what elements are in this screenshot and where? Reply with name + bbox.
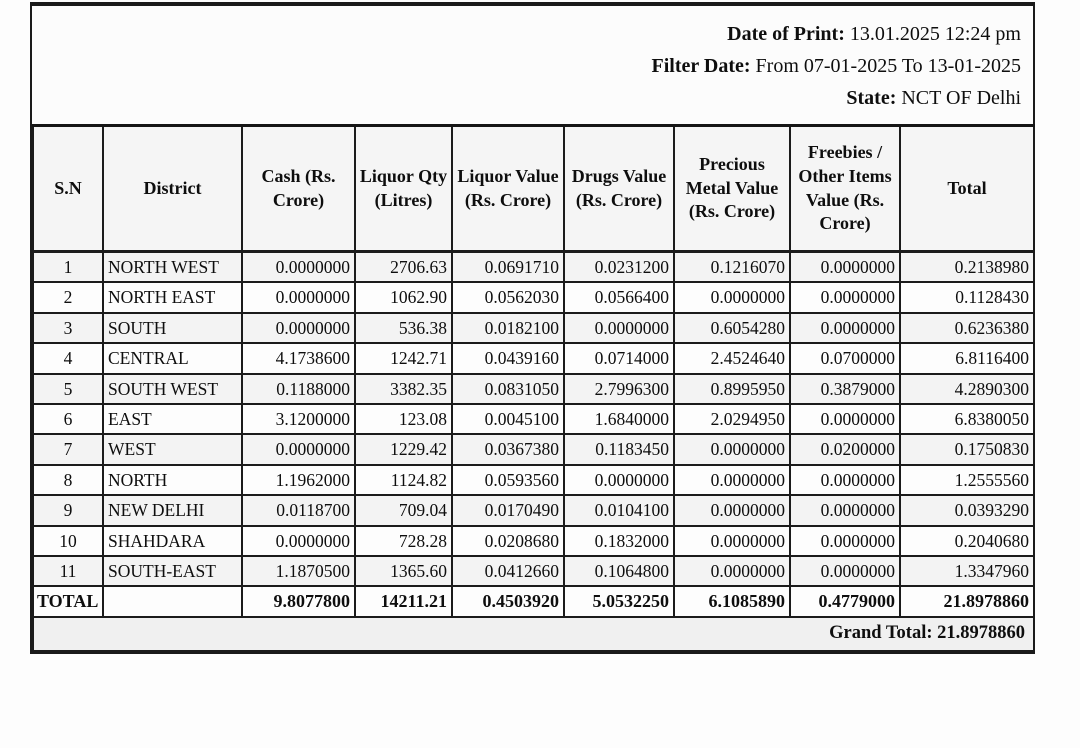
value-cell: 0.0000000 <box>790 252 900 283</box>
column-header: Drugs Value (Rs. Crore) <box>564 126 674 252</box>
serial-cell: 9 <box>33 495 103 525</box>
value-cell: 0.0182100 <box>452 313 564 343</box>
value-cell: 0.0000000 <box>674 526 790 556</box>
grand-total-row <box>33 617 1034 651</box>
value-cell: 0.0200000 <box>790 434 900 464</box>
column-header: Liquor Value (Rs. Crore) <box>452 126 564 252</box>
column-header: Precious Metal Value (Rs. Crore) <box>674 126 790 252</box>
value-cell: 0.0700000 <box>790 343 900 373</box>
serial-cell: TOTAL <box>33 586 103 617</box>
serial-cell: 2 <box>33 282 103 312</box>
district-cell: EAST <box>103 404 242 434</box>
value-cell: 0.0170490 <box>452 495 564 525</box>
serial-cell: 11 <box>33 556 103 586</box>
table-row <box>33 526 1034 556</box>
value-cell: 2.0294950 <box>674 404 790 434</box>
value-cell: 21.8978860 <box>900 586 1034 617</box>
value-cell: 5.0532250 <box>564 586 674 617</box>
table-row <box>33 556 1034 586</box>
value-cell: 0.0000000 <box>790 465 900 495</box>
value-cell: 0.0000000 <box>790 282 900 312</box>
value-cell: 0.0000000 <box>674 282 790 312</box>
value-cell: 1.3347960 <box>900 556 1034 586</box>
value-cell: 728.28 <box>355 526 452 556</box>
value-cell: 0.0000000 <box>674 434 790 464</box>
value-cell: 2.4524640 <box>674 343 790 373</box>
value-cell: 0.0000000 <box>790 404 900 434</box>
serial-cell: 1 <box>33 252 103 283</box>
value-cell: 0.3879000 <box>790 374 900 404</box>
report-header <box>32 6 1033 124</box>
value-cell: 0.1064800 <box>564 556 674 586</box>
table-row <box>33 404 1034 434</box>
value-cell: 0.0231200 <box>564 252 674 283</box>
value-cell: 4.1738600 <box>242 343 355 373</box>
district-cell: NORTH EAST <box>103 282 242 312</box>
value-cell: 0.0593560 <box>452 465 564 495</box>
table-row <box>33 495 1034 525</box>
value-cell: 0.1188000 <box>242 374 355 404</box>
serial-cell: 4 <box>33 343 103 373</box>
value-cell: 0.0104100 <box>564 495 674 525</box>
district-seizure-table <box>32 124 1035 652</box>
value-cell: 1.2555560 <box>900 465 1034 495</box>
value-cell: 0.4503920 <box>452 586 564 617</box>
value-cell: 0.0562030 <box>452 282 564 312</box>
grand-total-cell <box>33 617 1034 651</box>
grand-total-label: Grand Total: <box>829 623 933 644</box>
district-cell: WEST <box>103 434 242 464</box>
value-cell: 6.8116400 <box>900 343 1034 373</box>
district-cell: CENTRAL <box>103 343 242 373</box>
value-cell: 0.0000000 <box>242 252 355 283</box>
value-cell: 0.0000000 <box>790 526 900 556</box>
district-cell: SHAHDARA <box>103 526 242 556</box>
value-cell: 1124.82 <box>355 465 452 495</box>
serial-cell: 5 <box>33 374 103 404</box>
date-of-print-label: Date of Print: <box>727 23 845 45</box>
value-cell: 0.1128430 <box>900 282 1034 312</box>
value-cell: 0.8995950 <box>674 374 790 404</box>
filter-date-line <box>32 50 1021 82</box>
value-cell: 3382.35 <box>355 374 452 404</box>
serial-cell: 10 <box>33 526 103 556</box>
date-of-print-value: 13.01.2025 12:24 pm <box>849 23 1021 45</box>
value-cell: 0.2040680 <box>900 526 1034 556</box>
value-cell: 0.0566400 <box>564 282 674 312</box>
value-cell: 14211.21 <box>355 586 452 617</box>
district-cell: SOUTH-EAST <box>103 556 242 586</box>
value-cell: 1.6840000 <box>564 404 674 434</box>
value-cell: 0.1832000 <box>564 526 674 556</box>
table-row <box>33 374 1034 404</box>
serial-cell: 7 <box>33 434 103 464</box>
column-header: Total <box>900 126 1034 252</box>
table-row <box>33 465 1034 495</box>
value-cell: 1.1870500 <box>242 556 355 586</box>
district-cell: NEW DELHI <box>103 495 242 525</box>
value-cell: 6.1085890 <box>674 586 790 617</box>
serial-cell: 3 <box>33 313 103 343</box>
value-cell: 0.1216070 <box>674 252 790 283</box>
value-cell: 1.1962000 <box>242 465 355 495</box>
value-cell: 0.0439160 <box>452 343 564 373</box>
column-header: Cash (Rs. Crore) <box>242 126 355 252</box>
district-cell: NORTH WEST <box>103 252 242 283</box>
district-cell <box>103 586 242 617</box>
value-cell: 3.1200000 <box>242 404 355 434</box>
value-cell: 1365.60 <box>355 556 452 586</box>
value-cell: 0.0831050 <box>452 374 564 404</box>
value-cell: 0.0045100 <box>452 404 564 434</box>
table-row <box>33 282 1034 312</box>
value-cell: 0.0208680 <box>452 526 564 556</box>
date-of-print-line <box>32 18 1021 50</box>
filter-date-label: Filter Date: <box>651 55 751 77</box>
value-cell: 0.0000000 <box>242 282 355 312</box>
total-row <box>33 586 1034 617</box>
district-cell: SOUTH WEST <box>103 374 242 404</box>
value-cell: 0.0000000 <box>242 313 355 343</box>
column-header: Freebies / Other Items Value (Rs. Crore) <box>790 126 900 252</box>
value-cell: 0.0000000 <box>674 465 790 495</box>
value-cell: 4.2890300 <box>900 374 1034 404</box>
column-header: S.N <box>33 126 103 252</box>
value-cell: 0.1183450 <box>564 434 674 464</box>
value-cell: 2.7996300 <box>564 374 674 404</box>
table-row <box>33 434 1034 464</box>
value-cell: 0.0000000 <box>674 495 790 525</box>
value-cell: 0.0393290 <box>900 495 1034 525</box>
state-value: NCT OF Delhi <box>901 87 1021 109</box>
value-cell: 2706.63 <box>355 252 452 283</box>
value-cell: 0.0118700 <box>242 495 355 525</box>
value-cell: 709.04 <box>355 495 452 525</box>
table-row <box>33 343 1034 373</box>
value-cell: 0.0000000 <box>564 465 674 495</box>
column-header: Liquor Qty (Litres) <box>355 126 452 252</box>
state-label: State: <box>846 87 897 109</box>
value-cell: 0.0000000 <box>790 556 900 586</box>
value-cell: 0.0000000 <box>242 434 355 464</box>
grand-total-value: 21.8978860 <box>937 623 1025 644</box>
value-cell: 0.0000000 <box>242 526 355 556</box>
serial-cell: 8 <box>33 465 103 495</box>
value-cell: 0.0412660 <box>452 556 564 586</box>
seizure-report-document <box>30 2 1035 654</box>
value-cell: 0.6236380 <box>900 313 1034 343</box>
value-cell: 0.4779000 <box>790 586 900 617</box>
value-cell: 123.08 <box>355 404 452 434</box>
district-cell: NORTH <box>103 465 242 495</box>
value-cell: 0.1750830 <box>900 434 1034 464</box>
column-header: District <box>103 126 242 252</box>
table-header-row <box>33 126 1034 252</box>
filter-date-value: From 07-01-2025 To 13-01-2025 <box>755 55 1021 77</box>
value-cell: 0.0691710 <box>452 252 564 283</box>
value-cell: 0.0000000 <box>564 313 674 343</box>
table-body <box>33 252 1034 587</box>
value-cell: 0.0000000 <box>674 556 790 586</box>
serial-cell: 6 <box>33 404 103 434</box>
value-cell: 1062.90 <box>355 282 452 312</box>
value-cell: 0.6054280 <box>674 313 790 343</box>
value-cell: 0.0367380 <box>452 434 564 464</box>
value-cell: 1229.42 <box>355 434 452 464</box>
table-row <box>33 313 1034 343</box>
value-cell: 536.38 <box>355 313 452 343</box>
value-cell: 0.2138980 <box>900 252 1034 283</box>
value-cell: 6.8380050 <box>900 404 1034 434</box>
value-cell: 0.0000000 <box>790 495 900 525</box>
value-cell: 1242.71 <box>355 343 452 373</box>
value-cell: 0.0714000 <box>564 343 674 373</box>
district-cell: SOUTH <box>103 313 242 343</box>
value-cell: 9.8077800 <box>242 586 355 617</box>
table-row <box>33 252 1034 283</box>
state-line <box>32 82 1021 114</box>
value-cell: 0.0000000 <box>790 313 900 343</box>
